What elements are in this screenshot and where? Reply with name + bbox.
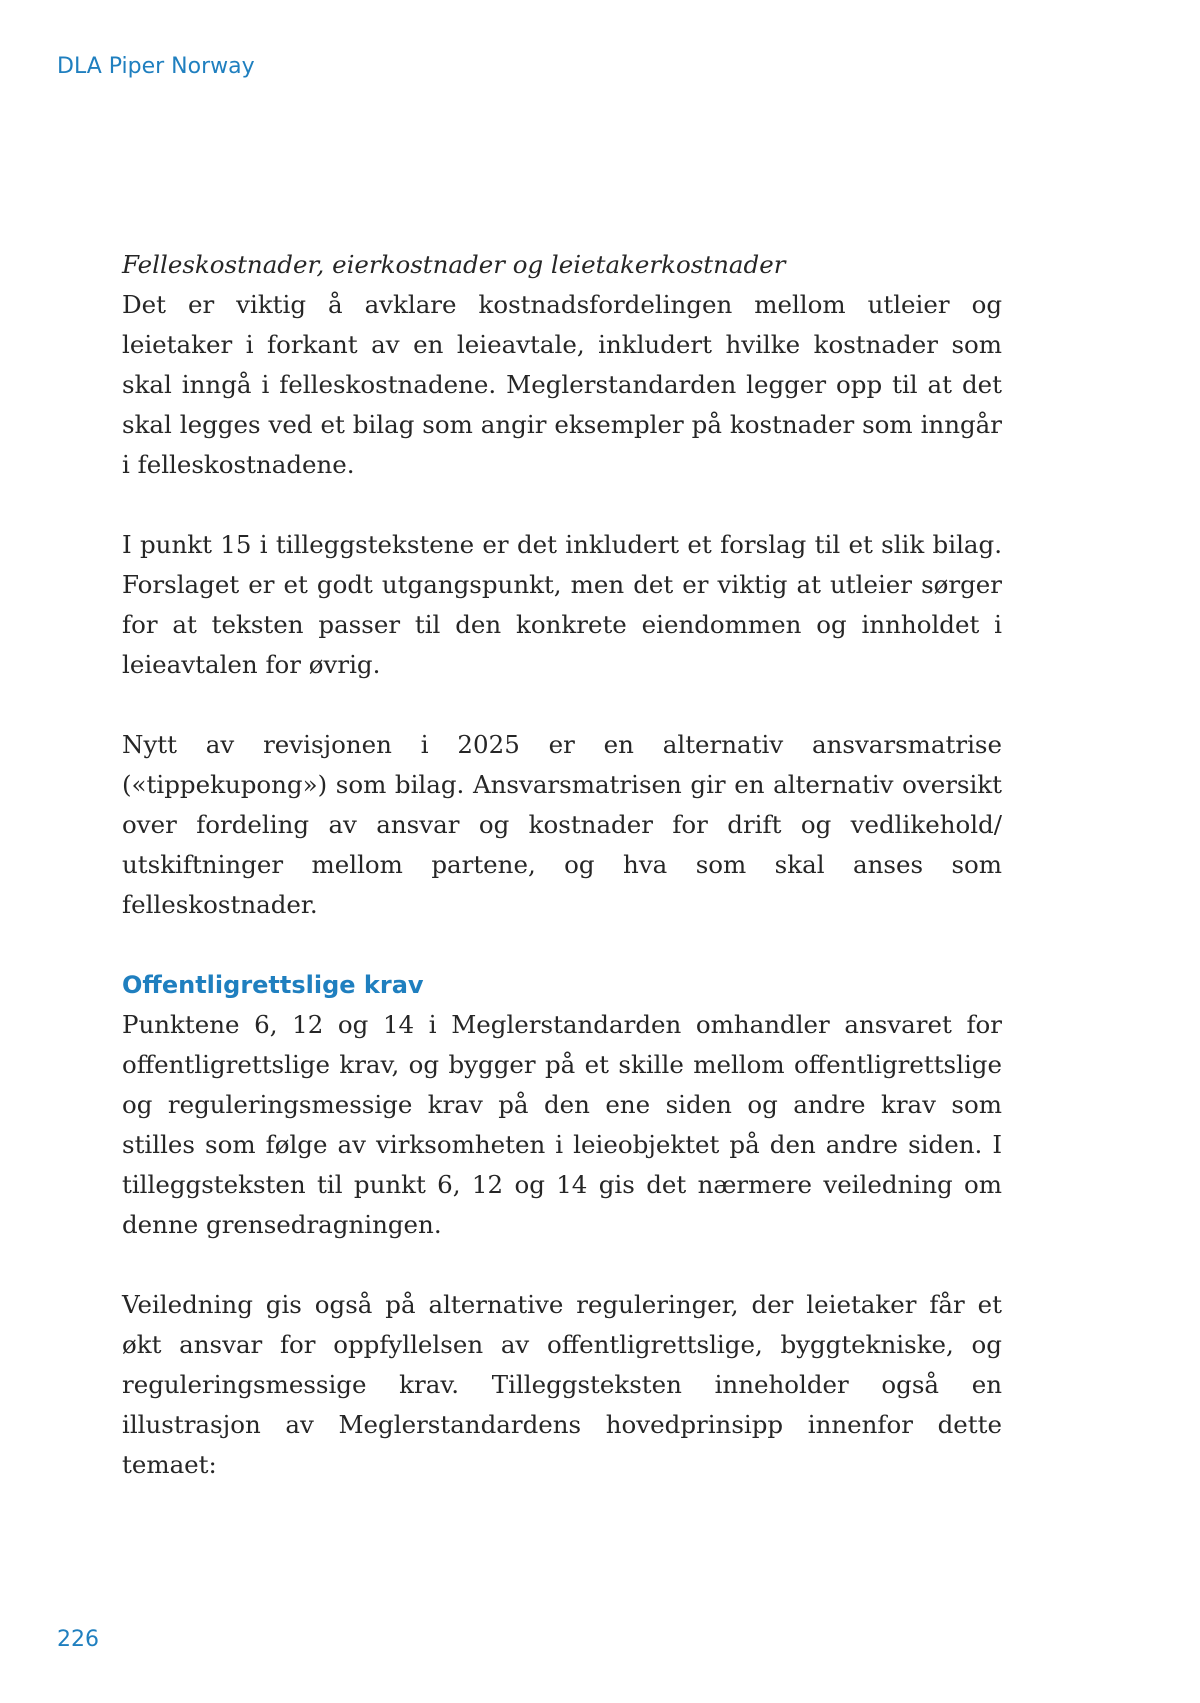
paragraph: Nytt av revisjonen i 2025 er en alternativ ansvarsmatrise («tippekupong») som bilag. Ansvarsmatrisen gir en alternativ oversikt over fordeling av ansvar og kostnader for drift og vedlikehold/ utskiftninger mellom partene, og hva som skal anses som felleskostnader. [122,730,1002,919]
page-number: 226 [57,1627,99,1652]
running-header: DLA Piper Norway [57,54,255,79]
paragraph: Punktene 6, 12 og 14 i Meglerstandarden omhandler ansvaret for offentligrettslige krav, og bygger på et skille mellom offentligrettslige og reguleringsmessige krav på den ene siden og andre krav som stilles som følge av virksomheten i leieobjektet på den andre siden. I tilleggsteksten til punkt 6, 12 og 14 gis det nærmere veiledning om denne grensedragningen. [122,1010,1002,1239]
paragraph-gap [122,1245,1002,1285]
paragraph-gap [122,685,1002,725]
paragraph: I punkt 15 i tilleggstekstene er det inkludert et forslag til et slik bilag. Forslaget er et godt utgangspunkt, men det er viktig at utleier sørger for at teksten passer til den konkrete eiendommen og innholdet i leieavtalen for øvrig. [122,530,1002,679]
paragraph: Det er viktig å avklare kostnadsfordelingen mellom utleier og leietaker i forkant av en leieavtale, inkludert hvilke kostnader som skal inngå i felleskostnadene. Meglerstandarden legger opp til at det skal legges ved et bilag som angir eksempler på kostnader som inngår i felleskostnadene. [122,290,1002,479]
paragraph-gap [122,485,1002,525]
paragraph-gap [122,925,1002,965]
paragraph: Veiledning gis også på alternative reguleringer, der leietaker får et økt ansvar for oppfyllelsen av offentligrettslige, byggtekniske, og reguleringsmessige krav. Tilleggsteksten inneholder også en illustrasjon av Meglerstandardens hovedprinsipp innenfor dette temaet: [122,1290,1002,1479]
subheading-felleskostnader: Felleskostnader, eierkostnader og leietakerkostnader [122,250,786,279]
page-content [122,245,1002,1485]
section-heading-offentligrettslige-krav: Offentligrettslige krav [122,971,424,999]
